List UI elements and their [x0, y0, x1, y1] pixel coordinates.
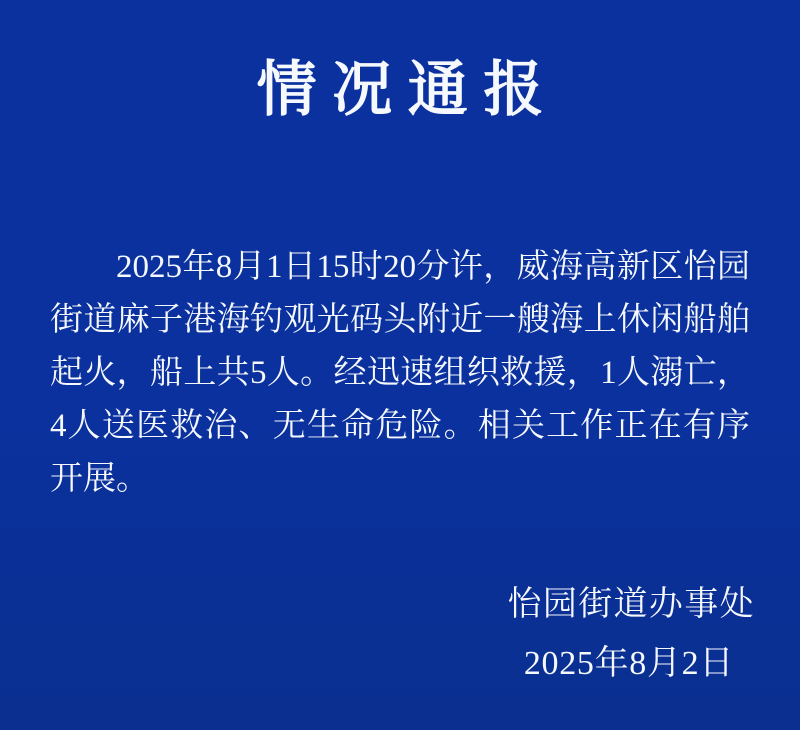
body-line-1: 2025年8月1日15时20分许，威海高新区怡园	[116, 249, 750, 285]
body-line-3: 起火，船上共5人。经迅速组织救援，1人溺亡，	[50, 355, 751, 391]
body-line-2: 街道麻子港海钓观光码头附近一艘海上休闲船舶	[50, 302, 750, 338]
notice-date: 2025年8月2日	[523, 645, 734, 682]
body-line-5: 开展。	[50, 461, 149, 497]
notice-title: 情况通报	[256, 57, 559, 123]
notice-body	[50, 241, 750, 506]
issuing-office-signature: 怡园街道办事处	[507, 586, 755, 623]
body-line-4: 4人送医救治、无生命危险。相关工作正在有序	[50, 408, 750, 444]
